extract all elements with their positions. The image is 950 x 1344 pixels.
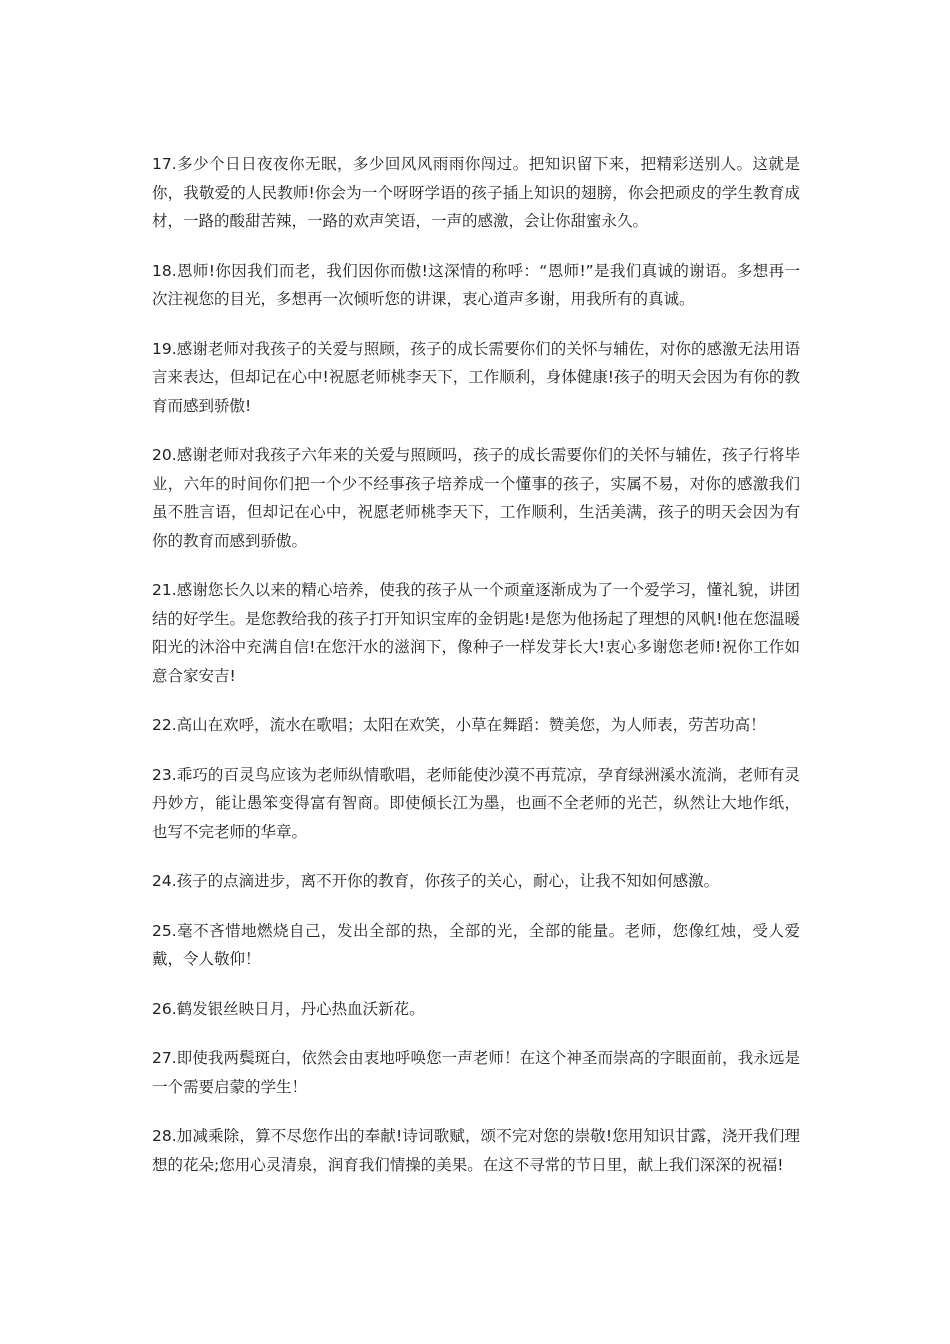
paragraph-23: 23.乖巧的百灵鸟应该为老师纵情歌唱，老师能使沙漠不再荒凉，孕育绿洲溪水流淌，老师有灵丹妙方，能让愚笨变得富有智商。即使倾长江为墨，也画不全老师的光芒，纵然让大地作纸，也写不完老师的华章。 — [152, 765, 800, 841]
paragraph-22: 22.高山在欢呼，流水在歌唱；太阳在欢笑，小草在舞蹈：赞美您，为人师表，劳苦功高！ — [152, 716, 766, 734]
paragraph-20: 20.感谢老师对我孩子六年来的关爱与照顾吗，孩子的成长需要你们的关怀与辅佐，孩子行将毕业，六年的时间你们把一个少不经事孩子培养成一个懂事的孩子，实属不易，对你的感激我们虽不胜言语，但却记在心中，祝愿老师桃李天下，工作顺利，生活美满，孩子的明天会因为有你的教育而感到骄傲。 — [152, 446, 800, 550]
paragraph-26: 26.鹤发银丝映日月，丹心热血沃新花。 — [152, 999, 425, 1018]
paragraph-21: 21.感谢您长久以来的精心培养，使我的孩子从一个顽童逐渐成为了一个爱学习，懂礼貌，讲团结的好学生。是您教给我的孩子打开知识宝库的金钥匙!是您为他扬起了理想的风帆!他在您温暖阳光的沐浴中充满自信!在您汗水的滋润下，像种子一样发芽长大!衷心多谢您老师!祝你工作如意合家安吉! — [152, 581, 800, 685]
paragraph-17: 17.多少个日日夜夜你无眠，多少回风风雨雨你闯过。把知识留下来，把精彩送别人。这就是你，我敬爱的人民教师!你会为一个呀呀学语的孩子插上知识的翅膀，你会把顽皮的学生教育成材，一路的酸甜苦辣，一路的欢声笑语，一声的感激，会让你甜蜜永久。 — [152, 155, 800, 230]
paragraph-24: 24.孩子的点滴进步，离不开你的教育，你孩子的关心，耐心，让我不知如何感激。 — [152, 872, 720, 890]
paragraph-28: 28.加减乘除，算不尽您作出的奉献!诗词歌赋，颂不完对您的崇敬!您用知识甘露，浇开我们理想的花朵;您用心灵清泉，润育我们情操的美果。在这不寻常的节日里，献上我们深深的祝福! — [152, 1127, 800, 1174]
paragraph-19: 19.感谢老师对我孩子的关爱与照顾，孩子的成长需要你们的关怀与辅佐，对你的感激无法用语言来表达，但却记在心中!祝愿老师桃李天下，工作顺利，身体健康!孩子的明天会因为有你的教育而感到骄傲! — [152, 339, 800, 415]
paragraph-18: 18.恩师!你因我们而老，我们因你而傲!这深情的称呼：“恩师!”是我们真诚的谢语。多想再一次注视您的目光，多想再一次倾听您的讲课，衷心道声多谢，用我所有的真诚。 — [152, 261, 800, 308]
paragraph-27: 27.即使我两鬓斑白，依然会由衷地呼唤您一声老师！在这个神圣而崇高的字眼面前，我永远是一个需要启蒙的学生！ — [152, 1049, 800, 1096]
paragraph-25: 25.毫不吝惜地燃烧自己，发出全部的热，全部的光，全部的能量。老师，您像红烛，受人爱戴，令人敬仰！ — [152, 921, 800, 968]
document-body — [152, 150, 800, 1200]
